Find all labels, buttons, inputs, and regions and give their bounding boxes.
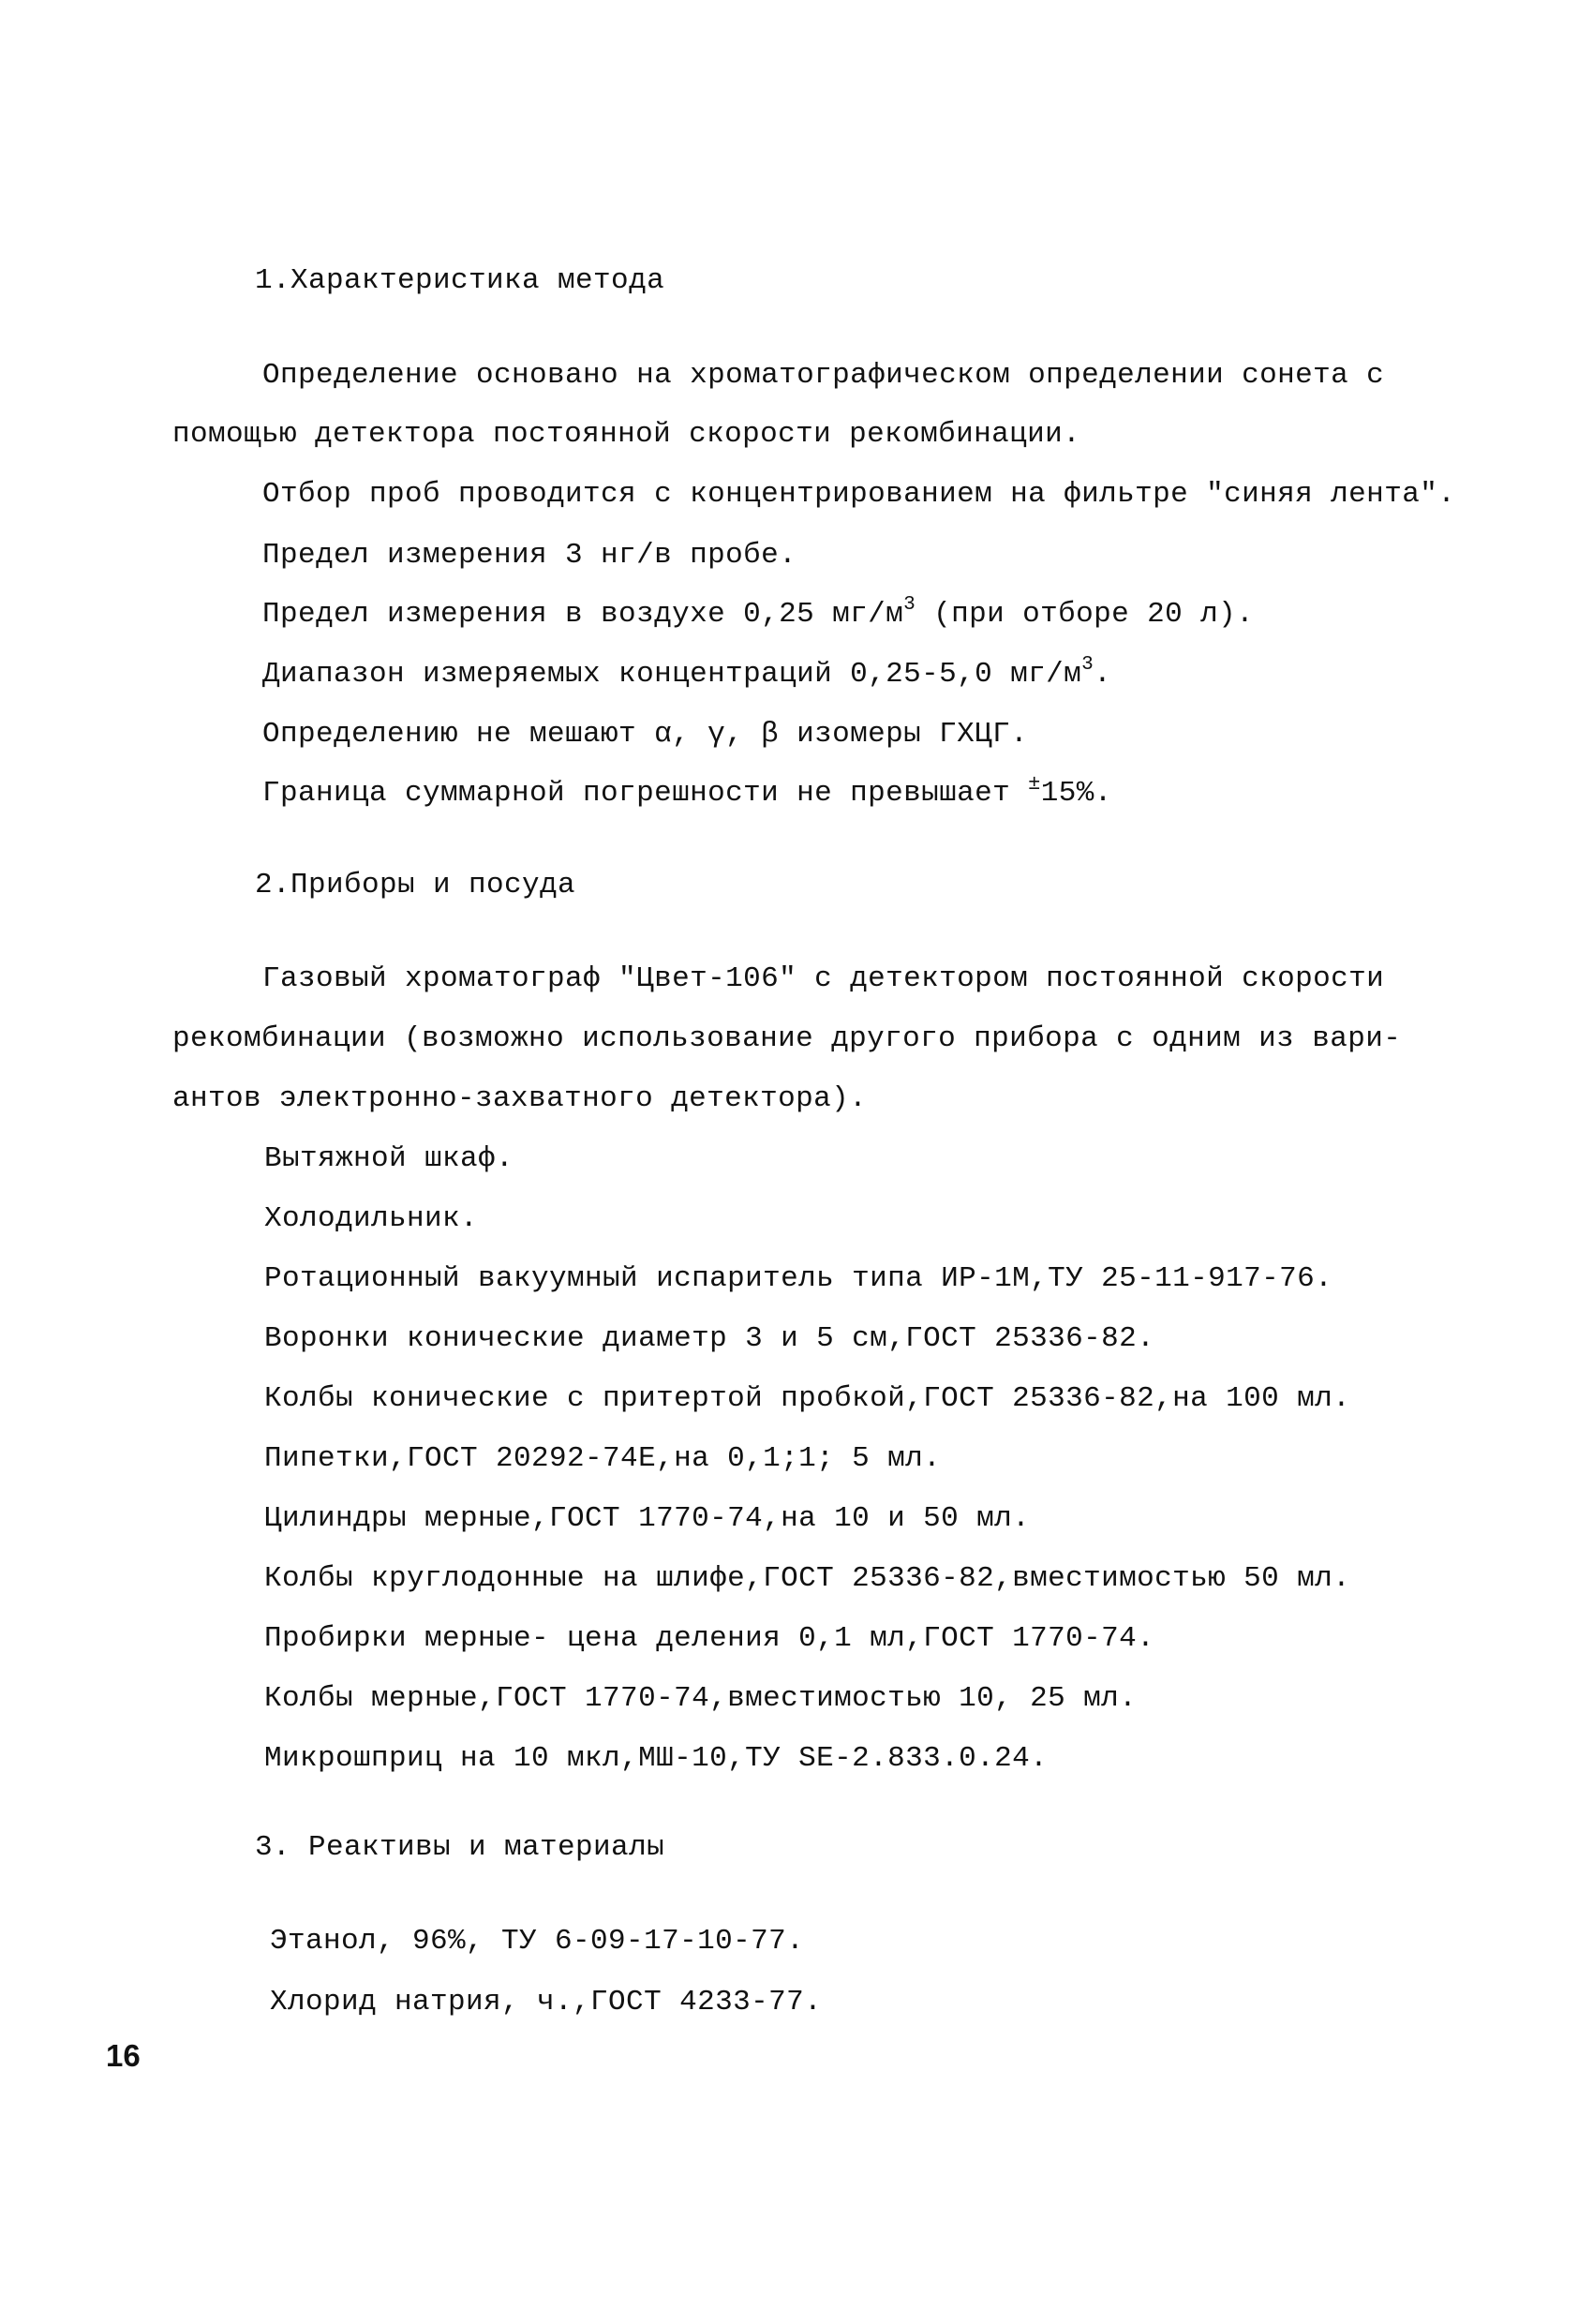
equipment-item: Ротационный вакуумный испаритель типа ИР-1М,ТУ 25-11-917-76.	[264, 1262, 1333, 1295]
limit-air-exponent: 3	[903, 594, 916, 616]
range-main: Диапазон измеряемых концентраций 0,25-5,0 мг/м	[262, 658, 1082, 691]
equipment-item: Холодильник.	[264, 1202, 479, 1235]
gc-line-2: рекомбинации (возможно использование другого прибора с одним из вари-	[172, 1022, 1402, 1055]
equipment-item: Пробирки мерные- цена деления 0,1 мл,ГОСТ 1770-74.	[264, 1622, 1155, 1655]
error-text	[262, 772, 1112, 812]
equipment-item: Вытяжной шкаф.	[264, 1142, 514, 1175]
section-3-heading: 3. Реактивы и материалы	[255, 1831, 665, 1864]
section-2-heading: 2.Приборы и посуда	[255, 869, 576, 901]
method-intro-line-1: Определение основано на хроматографическом определении сонета с	[262, 359, 1385, 392]
interference-text: Определению не мешают α, γ, β изомеры ГХЦГ.	[262, 718, 1029, 751]
limit-air-main: Предел измерения в воздухе 0,25 мг/м	[262, 598, 904, 631]
equipment-item: Колбы конические с притертой пробкой,ГОСТ 25336-82,на 100 мл.	[264, 1382, 1351, 1415]
range-exponent: 3	[1081, 654, 1094, 676]
method-intro-line-2: помощью детектора постоянной скорости рекомбинации.	[172, 418, 1081, 451]
gc-line-1: Газовый хроматограф "Цвет-106" с детектором постоянной скорости	[262, 962, 1385, 995]
range-tail: .	[1094, 658, 1112, 691]
equipment-item: Колбы мерные,ГОСТ 1770-74,вместимостью 10, 25 мл.	[264, 1682, 1138, 1715]
equipment-item: Цилиндры мерные,ГОСТ 1770-74,на 10 и 50 мл.	[264, 1502, 1031, 1535]
error-main: Граница суммарной погрешности не превышает	[262, 777, 1029, 810]
gc-line-3: антов электронно-захватного детектора).	[172, 1082, 868, 1115]
plus-minus-sign: ±	[1028, 772, 1041, 796]
equipment-item: Колбы круглодонные на шлифе,ГОСТ 25336-82,вместимостью 50 мл.	[264, 1562, 1351, 1595]
range-text	[262, 656, 1111, 693]
section-1-heading: 1.Характеристика метода	[255, 264, 665, 297]
reagent-item: Этанол, 96%, ТУ 6-09-17-10-77.	[270, 1925, 805, 1958]
sampling-text: Отбор проб проводится с концентрированием на фильтре "синяя лента".	[262, 478, 1456, 511]
error-tail: 15%.	[1040, 777, 1112, 810]
limit-sample-text: Предел измерения 3 нг/в пробе.	[262, 539, 797, 572]
limit-air-tail: (при отборе 20 л).	[916, 598, 1255, 631]
equipment-item: Пипетки,ГОСТ 20292-74Е,на 0,1;1; 5 мл.	[264, 1442, 942, 1475]
equipment-item: Микрошприц на 10 мкл,МШ-10,ТУ SE-2.833.0.24.	[264, 1742, 1049, 1775]
reagent-item: Хлорид натрия, ч.,ГОСТ 4233-77.	[270, 1986, 823, 2019]
page-number: 16	[106, 2038, 141, 2073]
limit-air-text	[262, 596, 1254, 633]
equipment-item: Воронки конические диаметр 3 и 5 см,ГОСТ 25336-82.	[264, 1322, 1155, 1355]
